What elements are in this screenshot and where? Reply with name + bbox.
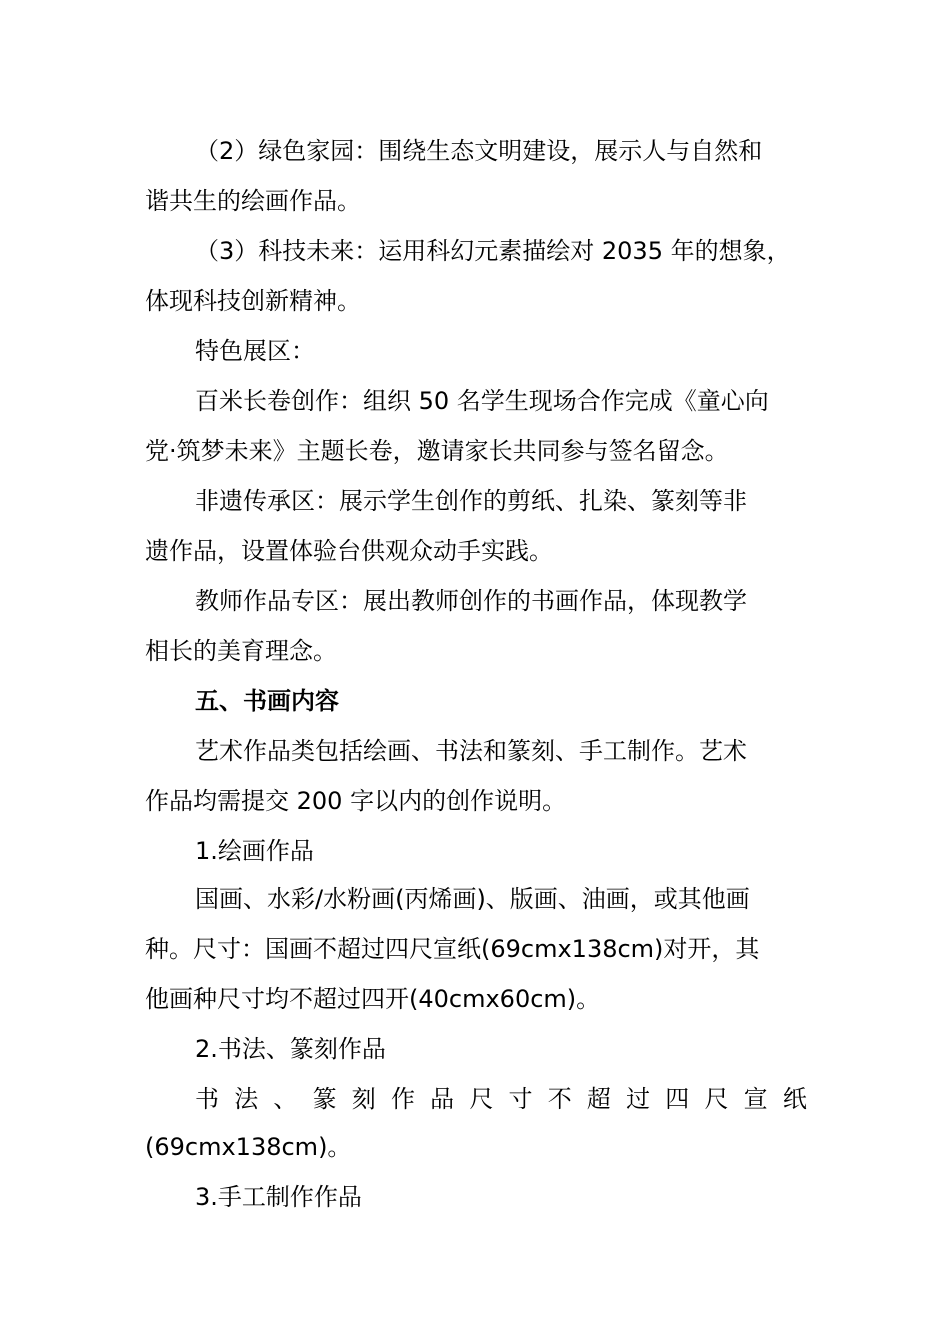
spread-char: 宣 [743, 1085, 768, 1113]
section-label: 特色展区： [195, 337, 315, 365]
section-heading: 五、书画内容 [195, 687, 339, 715]
spread-char: 不 [547, 1085, 572, 1113]
spread-char: 、 [273, 1085, 298, 1113]
spread-char: 作 [390, 1085, 415, 1113]
spread-char: 法 [234, 1085, 259, 1113]
spread-char: 纸 [782, 1085, 807, 1113]
paragraph-line: 教师作品专区：展出教师创作的书画作品，体现教学 [195, 587, 747, 615]
paragraph-line: (69cmx138cm)。 [145, 1133, 352, 1161]
paragraph-line: （3）科技未来：运用科幻元素描绘对 2035 年的想象， [195, 237, 791, 265]
spread-char: 超 [586, 1085, 611, 1113]
spread-char: 书 [195, 1085, 219, 1113]
spread-char: 过 [626, 1085, 651, 1113]
paragraph-line-justified [195, 1084, 810, 1114]
paragraph-line: 相长的美育理念。 [145, 637, 337, 665]
subsection-heading: 2.书法、篆刻作品 [195, 1035, 386, 1063]
paragraph-line: 他画种尺寸均不超过四开(40cmx60cm)。 [145, 985, 601, 1013]
spread-char: 刻 [351, 1085, 376, 1113]
paragraph-line: 党·筑梦未来》主题长卷，邀请家长共同参与签名留念。 [145, 437, 729, 465]
subsection-heading: 1.绘画作品 [195, 837, 314, 865]
paragraph-line: 体现科技创新精神。 [145, 287, 361, 315]
paragraph-line: 遗作品，设置体验台供观众动手实践。 [145, 537, 553, 565]
paragraph-line: 国画、水彩/水粉画(丙烯画)、版画、油画，或其他画 [195, 885, 750, 913]
spread-char: 篆 [312, 1085, 337, 1113]
spread-text [195, 1084, 807, 1114]
spread-char: 尺 [704, 1085, 729, 1113]
spread-char: 尺 [469, 1085, 494, 1113]
paragraph-line: 非遗传承区：展示学生创作的剪纸、扎染、篆刻等非 [195, 487, 747, 515]
subsection-heading: 3.手工制作作品 [195, 1183, 362, 1211]
spread-char: 寸 [508, 1085, 533, 1113]
paragraph-line: 作品均需提交 200 字以内的创作说明。 [145, 787, 567, 815]
paragraph-line: 百米长卷创作：组织 50 名学生现场合作完成《童心向 [195, 387, 769, 415]
spread-char: 品 [430, 1085, 455, 1113]
paragraph-line: 谐共生的绘画作品。 [145, 187, 361, 215]
paragraph-line: 艺术作品类包括绘画、书法和篆刻、手工制作。艺术 [195, 737, 747, 765]
spread-char: 四 [665, 1085, 690, 1113]
paragraph-line: 种。尺寸：国画不超过四尺宣纸(69cmx138cm)对开，其 [145, 935, 760, 963]
paragraph-line: （2）绿色家园：围绕生态文明建设，展示人与自然和 [195, 137, 763, 165]
